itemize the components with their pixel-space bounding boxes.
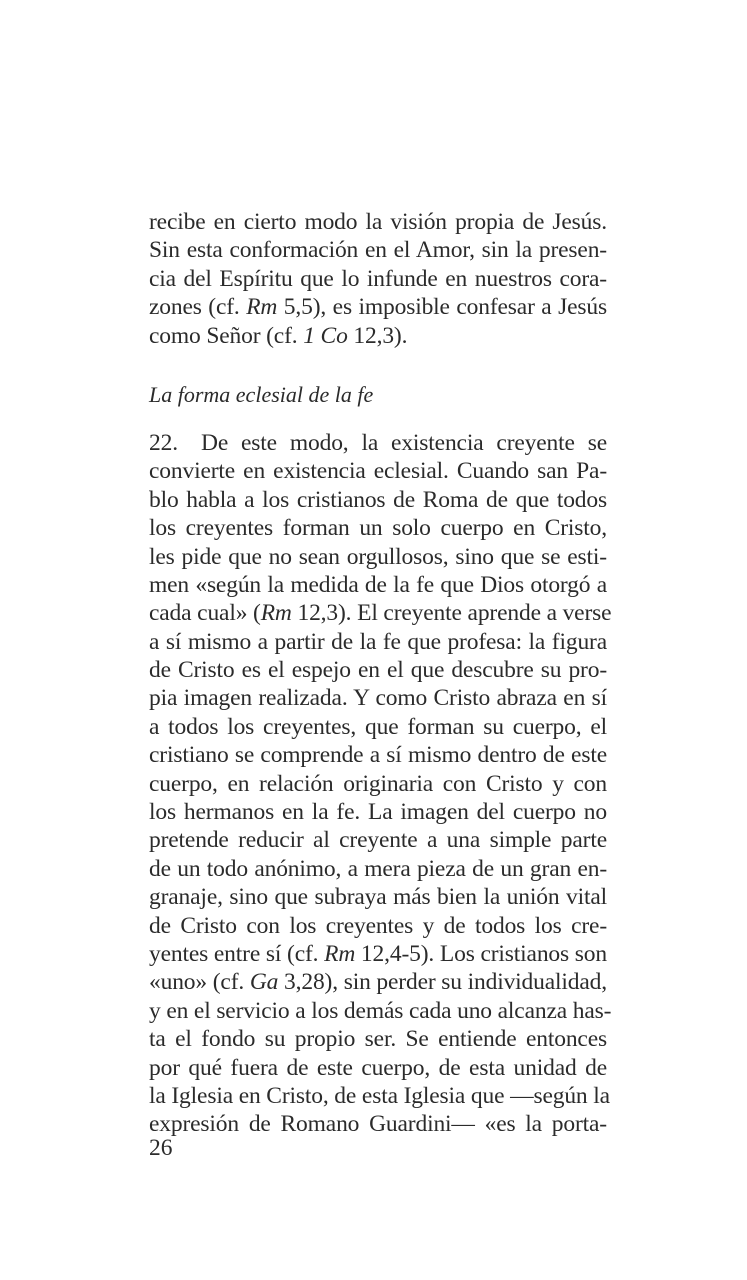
text-line [149,543,607,571]
text-line [149,883,607,911]
citation-abbrev: Rm [324,940,356,967]
page-body [149,208,612,1139]
text-line [149,514,607,542]
text-line [149,208,607,236]
citation-abbrev: Rm [246,294,278,321]
text-segment: cristiano se comprende a sí mismo dentro de este [149,742,607,769]
citation-abbrev: 1 Co [303,322,348,349]
text-segment: men «según la medida de la fe que Dios otorgó a [149,571,607,598]
text-segment: expresión de Romano Guardini— «es la porta- [149,1111,607,1138]
paragraph-2 [149,429,612,1139]
text-segment: 3,28), sin perder su individualidad, [278,969,607,996]
text-segment: cada cual» ( [149,600,261,627]
citation-abbrev: Ga [249,969,279,996]
text-line [149,265,607,293]
text-segment: yentes entre sí (cf. [149,940,325,967]
text-segment: la Iglesia en Cristo, de esta Iglesia que —según la [149,1082,610,1109]
text-line [149,798,607,826]
text-line [149,429,607,457]
text-segment: pia imagen realizada. Y como Cristo abraza en sí [149,685,607,712]
text-segment: cia del Espíritu que lo infunde en nuestros cora- [149,265,607,292]
text-line [149,968,607,996]
text-line [149,940,607,968]
text-segment: zones (cf. [149,294,247,321]
text-line [149,1110,607,1138]
text-line [149,826,607,854]
text-segment: granaje, sino que subraya más bien la unión vital [149,884,607,911]
text-line [149,656,607,684]
text-line [149,1025,607,1053]
text-line [149,713,607,741]
text-segment: por qué fuera de este cuerpo, de esta unidad de [149,1054,607,1081]
text-segment: cuerpo, en relación originaria con Cristo y con [149,770,607,797]
text-line [149,293,607,321]
text-line [149,997,612,1025]
text-segment: de Cristo es el espejo en el que descubre su pro- [149,657,607,684]
text-line [149,628,607,656]
text-line [149,912,607,940]
text-line [149,599,612,627]
text-line [149,486,607,514]
text-segment: ta el fondo su propio ser. Se entiende entonces [149,1026,607,1053]
text-segment: pretende reducir al creyente a una simple parte [149,827,607,854]
text-segment: Sin esta conformación en el Amor, sin la presen- [149,237,607,264]
citation-abbrev: Rm [260,600,292,627]
text-segment: los hermanos en la fe. La imagen del cuerpo no [149,799,607,826]
text-line [149,457,607,485]
text-line [149,571,607,599]
text-line [149,855,607,883]
text-segment: de un todo anónimo, a mera pieza de un gran en- [149,855,607,882]
text-segment: los creyentes forman un solo cuerpo en Cristo, [149,515,607,542]
text-line [149,741,607,769]
text-segment: y en el servicio a los demás cada uno alcanza has- [149,997,612,1024]
text-segment: blo habla a los cristianos de Roma de que todos [149,486,607,513]
text-line [149,684,607,712]
paragraph-number: 22. [149,429,178,456]
text-segment: 12,3). [347,322,408,349]
text-line [149,236,607,264]
paragraph-1 [149,208,607,350]
text-segment: recibe en cierto modo la visión propia de Jesús. [149,209,607,235]
text-segment: 5,5), es imposible confesar a Jesús [277,294,607,321]
text-segment: les pide que no sean orgullosos, sino que se esti- [149,543,607,570]
text-line [149,1082,610,1110]
text-segment: 12,3). El creyente aprende a verse [291,600,612,627]
text-segment: como Señor (cf. [149,322,304,349]
text-line [149,1054,607,1082]
text-segment: 12,4-5). Los cristianos son [355,940,607,967]
text-segment: convierte en existencia eclesial. Cuando san Pa- [149,458,607,485]
text-line [149,770,607,798]
text-segment: de Cristo con los creyentes y de todos los cre- [149,912,607,939]
text-segment: De este modo, la existencia creyente se [201,429,607,456]
section-heading: La forma eclesial de la fe [149,381,374,407]
text-line [149,322,607,350]
text-segment: a todos los creyentes, que forman su cuerpo, el [149,713,607,740]
page-number: 26 [149,1135,173,1161]
text-segment: «uno» (cf. [149,969,250,996]
text-segment: a sí mismo a partir de la fe que profesa: la figura [149,628,607,655]
